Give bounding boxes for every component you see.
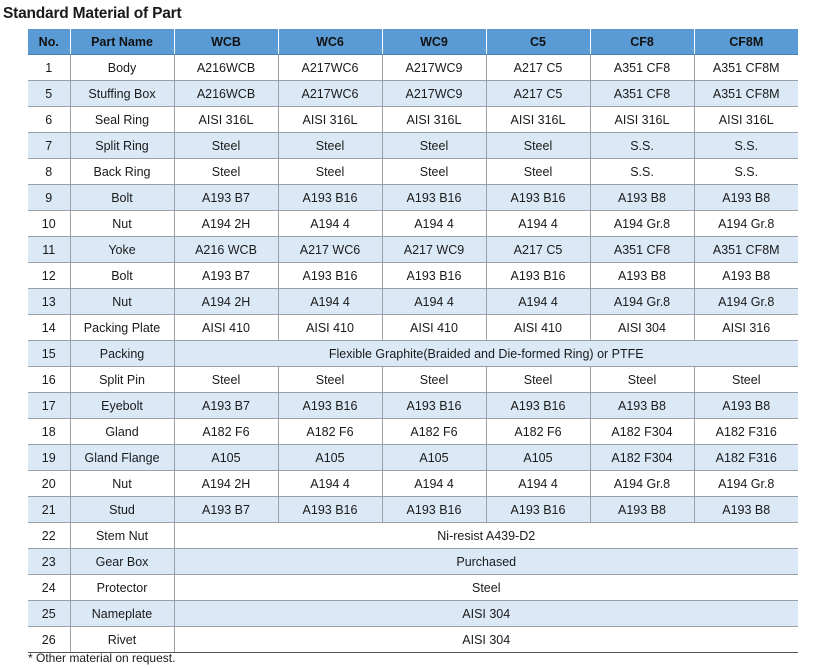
cell-material: A193 B7: [174, 497, 278, 523]
cell-material: A193 B16: [486, 263, 590, 289]
header-row: [28, 29, 798, 55]
cell-material: AISI 304: [590, 315, 694, 341]
cell-material: Steel: [278, 159, 382, 185]
cell-no: 11: [28, 237, 70, 263]
cell-material: AISI 316L: [694, 107, 798, 133]
cell-part-name: Gland: [70, 419, 174, 445]
cell-material: A193 B8: [590, 497, 694, 523]
cell-material: A193 B16: [486, 393, 590, 419]
cell-material: A193 B8: [694, 393, 798, 419]
cell-material: A182 F316: [694, 419, 798, 445]
cell-material: A193 B16: [382, 393, 486, 419]
cell-material: A194 4: [486, 211, 590, 237]
cell-material: S.S.: [694, 133, 798, 159]
table-row: [28, 523, 798, 549]
table-row: [28, 627, 798, 653]
cell-part-name: Stem Nut: [70, 523, 174, 549]
table-row: [28, 211, 798, 237]
cell-no: 12: [28, 263, 70, 289]
cell-material-all: Steel: [174, 575, 798, 601]
table-row: [28, 185, 798, 211]
cell-material: A194 4: [486, 471, 590, 497]
table-row: [28, 55, 798, 81]
table-row: [28, 315, 798, 341]
cell-material: A193 B7: [174, 185, 278, 211]
cell-material: A182 F6: [486, 419, 590, 445]
table-row: [28, 133, 798, 159]
cell-material: Steel: [382, 133, 486, 159]
cell-material: AISI 316L: [590, 107, 694, 133]
cell-part-name: Seal Ring: [70, 107, 174, 133]
cell-material: Steel: [590, 367, 694, 393]
cell-part-name: Eyebolt: [70, 393, 174, 419]
cell-no: 25: [28, 601, 70, 627]
cell-material: A194 Gr.8: [590, 289, 694, 315]
header-part-name: Part Name: [70, 29, 174, 55]
header-c5: C5: [486, 29, 590, 55]
cell-material: A193 B8: [694, 185, 798, 211]
cell-no: 7: [28, 133, 70, 159]
table-row: [28, 263, 798, 289]
footnote: * Other material on request.: [28, 651, 176, 665]
cell-material: S.S.: [590, 159, 694, 185]
cell-material: A194 4: [382, 289, 486, 315]
table-row: [28, 341, 798, 367]
cell-no: 16: [28, 367, 70, 393]
cell-part-name: Nameplate: [70, 601, 174, 627]
cell-no: 22: [28, 523, 70, 549]
cell-material: A193 B16: [278, 497, 382, 523]
cell-material: Steel: [486, 367, 590, 393]
cell-material: A351 CF8: [590, 81, 694, 107]
cell-material: A193 B7: [174, 263, 278, 289]
cell-no: 9: [28, 185, 70, 211]
cell-material: A216WCB: [174, 81, 278, 107]
cell-material: A351 CF8: [590, 237, 694, 263]
cell-material: A351 CF8M: [694, 237, 798, 263]
cell-material: Steel: [278, 367, 382, 393]
cell-part-name: Stud: [70, 497, 174, 523]
cell-no: 21: [28, 497, 70, 523]
cell-material: A194 4: [278, 471, 382, 497]
cell-material: S.S.: [590, 133, 694, 159]
table-row: [28, 445, 798, 471]
header-wc9: WC9: [382, 29, 486, 55]
table-row: [28, 497, 798, 523]
cell-no: 20: [28, 471, 70, 497]
cell-material: Steel: [382, 367, 486, 393]
cell-material: AISI 410: [382, 315, 486, 341]
header-cf8m: CF8M: [694, 29, 798, 55]
cell-material: Steel: [694, 367, 798, 393]
cell-material: A194 4: [278, 289, 382, 315]
cell-no: 10: [28, 211, 70, 237]
cell-material: A217 WC6: [278, 237, 382, 263]
cell-no: 24: [28, 575, 70, 601]
cell-no: 13: [28, 289, 70, 315]
cell-no: 18: [28, 419, 70, 445]
cell-material: A193 B16: [486, 185, 590, 211]
cell-material: A193 B16: [382, 497, 486, 523]
cell-material: A193 B8: [590, 185, 694, 211]
header-no: No.: [28, 29, 70, 55]
cell-material: A105: [486, 445, 590, 471]
cell-material: A193 B16: [486, 497, 590, 523]
table-row: [28, 393, 798, 419]
cell-material: A105: [382, 445, 486, 471]
cell-material: A193 B16: [278, 263, 382, 289]
table-row: [28, 549, 798, 575]
cell-material: A182 F6: [174, 419, 278, 445]
cell-material: A193 B16: [382, 263, 486, 289]
cell-part-name: Packing Plate: [70, 315, 174, 341]
header-wc6: WC6: [278, 29, 382, 55]
cell-material: A217WC9: [382, 55, 486, 81]
cell-material-all: AISI 304: [174, 601, 798, 627]
cell-material: A182 F316: [694, 445, 798, 471]
cell-material: A194 2H: [174, 289, 278, 315]
table-row: [28, 419, 798, 445]
cell-material: A194 Gr.8: [590, 471, 694, 497]
cell-material: A193 B8: [694, 263, 798, 289]
cell-material: Steel: [486, 159, 590, 185]
cell-part-name: Yoke: [70, 237, 174, 263]
cell-material: A194 4: [486, 289, 590, 315]
cell-material: A351 CF8: [590, 55, 694, 81]
cell-no: 23: [28, 549, 70, 575]
cell-material: AISI 410: [278, 315, 382, 341]
cell-material: S.S.: [694, 159, 798, 185]
cell-material: A182 F304: [590, 445, 694, 471]
cell-part-name: Back Ring: [70, 159, 174, 185]
cell-material: A217 C5: [486, 237, 590, 263]
cell-no: 26: [28, 627, 70, 653]
cell-material: A194 Gr.8: [590, 211, 694, 237]
cell-material: A217 C5: [486, 55, 590, 81]
cell-material: A351 CF8M: [694, 55, 798, 81]
table-row: [28, 289, 798, 315]
cell-no: 6: [28, 107, 70, 133]
cell-material: Steel: [382, 159, 486, 185]
cell-material: A182 F304: [590, 419, 694, 445]
table-row: [28, 367, 798, 393]
cell-material: A194 2H: [174, 471, 278, 497]
material-table: [28, 29, 798, 653]
cell-material: A194 2H: [174, 211, 278, 237]
cell-part-name: Nut: [70, 471, 174, 497]
cell-material: Steel: [486, 133, 590, 159]
cell-material: A194 4: [382, 211, 486, 237]
cell-part-name: Gland Flange: [70, 445, 174, 471]
cell-material: A193 B8: [590, 263, 694, 289]
cell-material: A217 WC9: [382, 237, 486, 263]
cell-material: AISI 316L: [174, 107, 278, 133]
cell-material: A194 Gr.8: [694, 471, 798, 497]
cell-material: A351 CF8M: [694, 81, 798, 107]
cell-part-name: Gear Box: [70, 549, 174, 575]
cell-material: A193 B16: [278, 393, 382, 419]
cell-material: AISI 316: [694, 315, 798, 341]
table-body: [28, 55, 798, 653]
table-row: [28, 159, 798, 185]
cell-material: A217WC6: [278, 81, 382, 107]
cell-no: 1: [28, 55, 70, 81]
cell-part-name: Nut: [70, 211, 174, 237]
cell-no: 17: [28, 393, 70, 419]
cell-material: A193 B16: [382, 185, 486, 211]
cell-material-all: Ni-resist A439-D2: [174, 523, 798, 549]
table-row: [28, 107, 798, 133]
cell-material: A182 F6: [278, 419, 382, 445]
cell-material: A217WC6: [278, 55, 382, 81]
header-cf8: CF8: [590, 29, 694, 55]
cell-part-name: Stuffing Box: [70, 81, 174, 107]
cell-material: Steel: [174, 367, 278, 393]
cell-material: A105: [278, 445, 382, 471]
cell-no: 14: [28, 315, 70, 341]
cell-part-name: Nut: [70, 289, 174, 315]
table-row: [28, 81, 798, 107]
cell-material: AISI 316L: [382, 107, 486, 133]
cell-material: A217 C5: [486, 81, 590, 107]
cell-material-all: Flexible Graphite(Braided and Die-formed Ring) or PTFE: [174, 341, 798, 367]
cell-material-all: Purchased: [174, 549, 798, 575]
table-row: [28, 601, 798, 627]
cell-material: Steel: [174, 133, 278, 159]
cell-material: A193 B16: [278, 185, 382, 211]
cell-material: A182 F6: [382, 419, 486, 445]
table-row: [28, 471, 798, 497]
cell-no: 8: [28, 159, 70, 185]
cell-no: 15: [28, 341, 70, 367]
cell-part-name: Bolt: [70, 185, 174, 211]
cell-material: A194 Gr.8: [694, 289, 798, 315]
cell-material: A216WCB: [174, 55, 278, 81]
cell-material: Steel: [278, 133, 382, 159]
cell-material: A193 B7: [174, 393, 278, 419]
cell-material: A193 B8: [694, 497, 798, 523]
header-wcb: WCB: [174, 29, 278, 55]
cell-no: 19: [28, 445, 70, 471]
cell-material: AISI 316L: [278, 107, 382, 133]
cell-material: A194 4: [278, 211, 382, 237]
cell-part-name: Split Pin: [70, 367, 174, 393]
cell-material: A194 Gr.8: [694, 211, 798, 237]
cell-material: A193 B8: [590, 393, 694, 419]
cell-material: A105: [174, 445, 278, 471]
cell-material-all: AISI 304: [174, 627, 798, 653]
cell-material: A194 4: [382, 471, 486, 497]
cell-material: AISI 316L: [486, 107, 590, 133]
cell-part-name: Bolt: [70, 263, 174, 289]
table-row: [28, 237, 798, 263]
table-row: [28, 575, 798, 601]
cell-part-name: Protector: [70, 575, 174, 601]
cell-part-name: Split Ring: [70, 133, 174, 159]
cell-material: Steel: [174, 159, 278, 185]
page-title: Standard Material of Part: [3, 5, 182, 22]
cell-material: AISI 410: [486, 315, 590, 341]
cell-material: AISI 410: [174, 315, 278, 341]
cell-no: 5: [28, 81, 70, 107]
cell-part-name: Body: [70, 55, 174, 81]
cell-material: A216 WCB: [174, 237, 278, 263]
cell-material: A217WC9: [382, 81, 486, 107]
cell-part-name: Rivet: [70, 627, 174, 653]
cell-part-name: Packing: [70, 341, 174, 367]
